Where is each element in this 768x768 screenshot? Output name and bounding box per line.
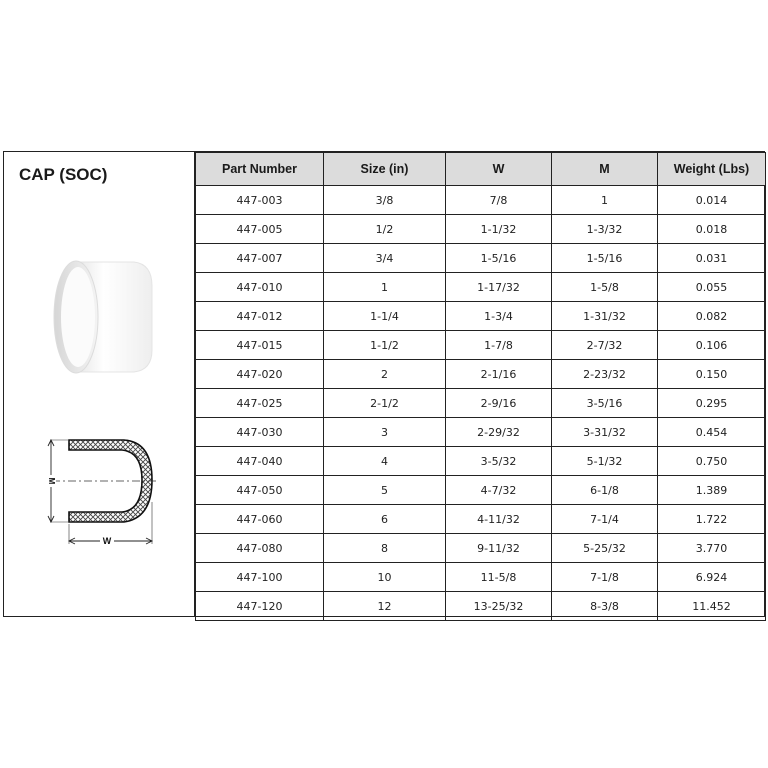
table-row [196,476,766,505]
w-cell: 2-1/16 [446,360,552,389]
size-cell: 6 [324,505,446,534]
size-cell: 2-1/2 [324,389,446,418]
part-number-cell: 447-020 [196,360,324,389]
m-cell: 7-1/4 [552,505,658,534]
header-weight: Weight (Lbs) [658,153,766,186]
part-number-cell: 447-030 [196,418,324,447]
w-cell: 2-29/32 [446,418,552,447]
weight-cell: 0.106 [658,331,766,360]
m-cell: 3-5/16 [552,389,658,418]
part-number-cell: 447-005 [196,215,324,244]
size-cell: 12 [324,592,446,621]
w-cell: 4-7/32 [446,476,552,505]
m-cell: 8-3/8 [552,592,658,621]
w-cell: 13-25/32 [446,592,552,621]
cap-photo-icon [48,256,158,380]
m-cell: 1-5/16 [552,244,658,273]
table-row [196,186,766,215]
weight-cell: 3.770 [658,534,766,563]
table-row [196,592,766,621]
w-cell: 1-5/16 [446,244,552,273]
size-cell: 3/8 [324,186,446,215]
part-number-cell: 447-100 [196,563,324,592]
part-number-cell: 447-040 [196,447,324,476]
table-row [196,563,766,592]
table-row [196,447,766,476]
part-number-cell: 447-010 [196,273,324,302]
table-row [196,505,766,534]
table-row [196,360,766,389]
table-header-row [196,153,766,186]
m-cell: 5-25/32 [552,534,658,563]
table-row [196,418,766,447]
part-number-cell: 447-015 [196,331,324,360]
header-w: W [446,153,552,186]
cap-cross-section-icon [38,432,158,550]
table-row [196,534,766,563]
part-number-cell: 447-007 [196,244,324,273]
size-cell: 10 [324,563,446,592]
size-cell: 1/2 [324,215,446,244]
spec-table [195,152,766,621]
w-cell: 7/8 [446,186,552,215]
weight-cell: 0.454 [658,418,766,447]
w-cell: 2-9/16 [446,389,552,418]
w-cell: 3-5/32 [446,447,552,476]
weight-cell: 0.018 [658,215,766,244]
m-cell: 1-5/8 [552,273,658,302]
m-cell: 1-3/32 [552,215,658,244]
weight-cell: 0.055 [658,273,766,302]
m-cell: 7-1/8 [552,563,658,592]
weight-cell: 0.150 [658,360,766,389]
weight-cell: 0.031 [658,244,766,273]
part-number-cell: 447-120 [196,592,324,621]
size-cell: 8 [324,534,446,563]
w-cell: 11-5/8 [446,563,552,592]
m-cell: 5-1/32 [552,447,658,476]
spec-sheet [3,151,765,617]
product-panel [4,152,195,616]
w-cell: 1-1/32 [446,215,552,244]
part-number-cell: 447-025 [196,389,324,418]
w-cell: 1-3/4 [446,302,552,331]
header-part-number: Part Number [196,153,324,186]
w-cell: 9-11/32 [446,534,552,563]
weight-cell: 6.924 [658,563,766,592]
weight-cell: 0.750 [658,447,766,476]
part-number-cell: 447-080 [196,534,324,563]
m-cell: 3-31/32 [552,418,658,447]
m-cell: 6-1/8 [552,476,658,505]
weight-cell: 11.452 [658,592,766,621]
table-row [196,302,766,331]
part-number-cell: 447-012 [196,302,324,331]
table-row [196,331,766,360]
size-cell: 1-1/4 [324,302,446,331]
size-cell: 3/4 [324,244,446,273]
size-cell: 1 [324,273,446,302]
m-cell: 1 [552,186,658,215]
weight-cell: 0.082 [658,302,766,331]
table-row [196,389,766,418]
m-dimension-label: M [46,477,56,485]
weight-cell: 0.295 [658,389,766,418]
weight-cell: 1.722 [658,505,766,534]
w-dimension-label: W [102,536,112,546]
size-cell: 1-1/2 [324,331,446,360]
table-row [196,273,766,302]
w-cell: 1-7/8 [446,331,552,360]
part-number-cell: 447-060 [196,505,324,534]
part-number-cell: 447-003 [196,186,324,215]
weight-cell: 0.014 [658,186,766,215]
w-cell: 1-17/32 [446,273,552,302]
product-title: CAP (SOC) [19,165,108,184]
part-number-cell: 447-050 [196,476,324,505]
size-cell: 4 [324,447,446,476]
table-row [196,215,766,244]
m-cell: 1-31/32 [552,302,658,331]
w-cell: 4-11/32 [446,505,552,534]
header-m: M [552,153,658,186]
size-cell: 5 [324,476,446,505]
header-size: Size (in) [324,153,446,186]
weight-cell: 1.389 [658,476,766,505]
m-cell: 2-7/32 [552,331,658,360]
size-cell: 3 [324,418,446,447]
size-cell: 2 [324,360,446,389]
table-row [196,244,766,273]
m-cell: 2-23/32 [552,360,658,389]
